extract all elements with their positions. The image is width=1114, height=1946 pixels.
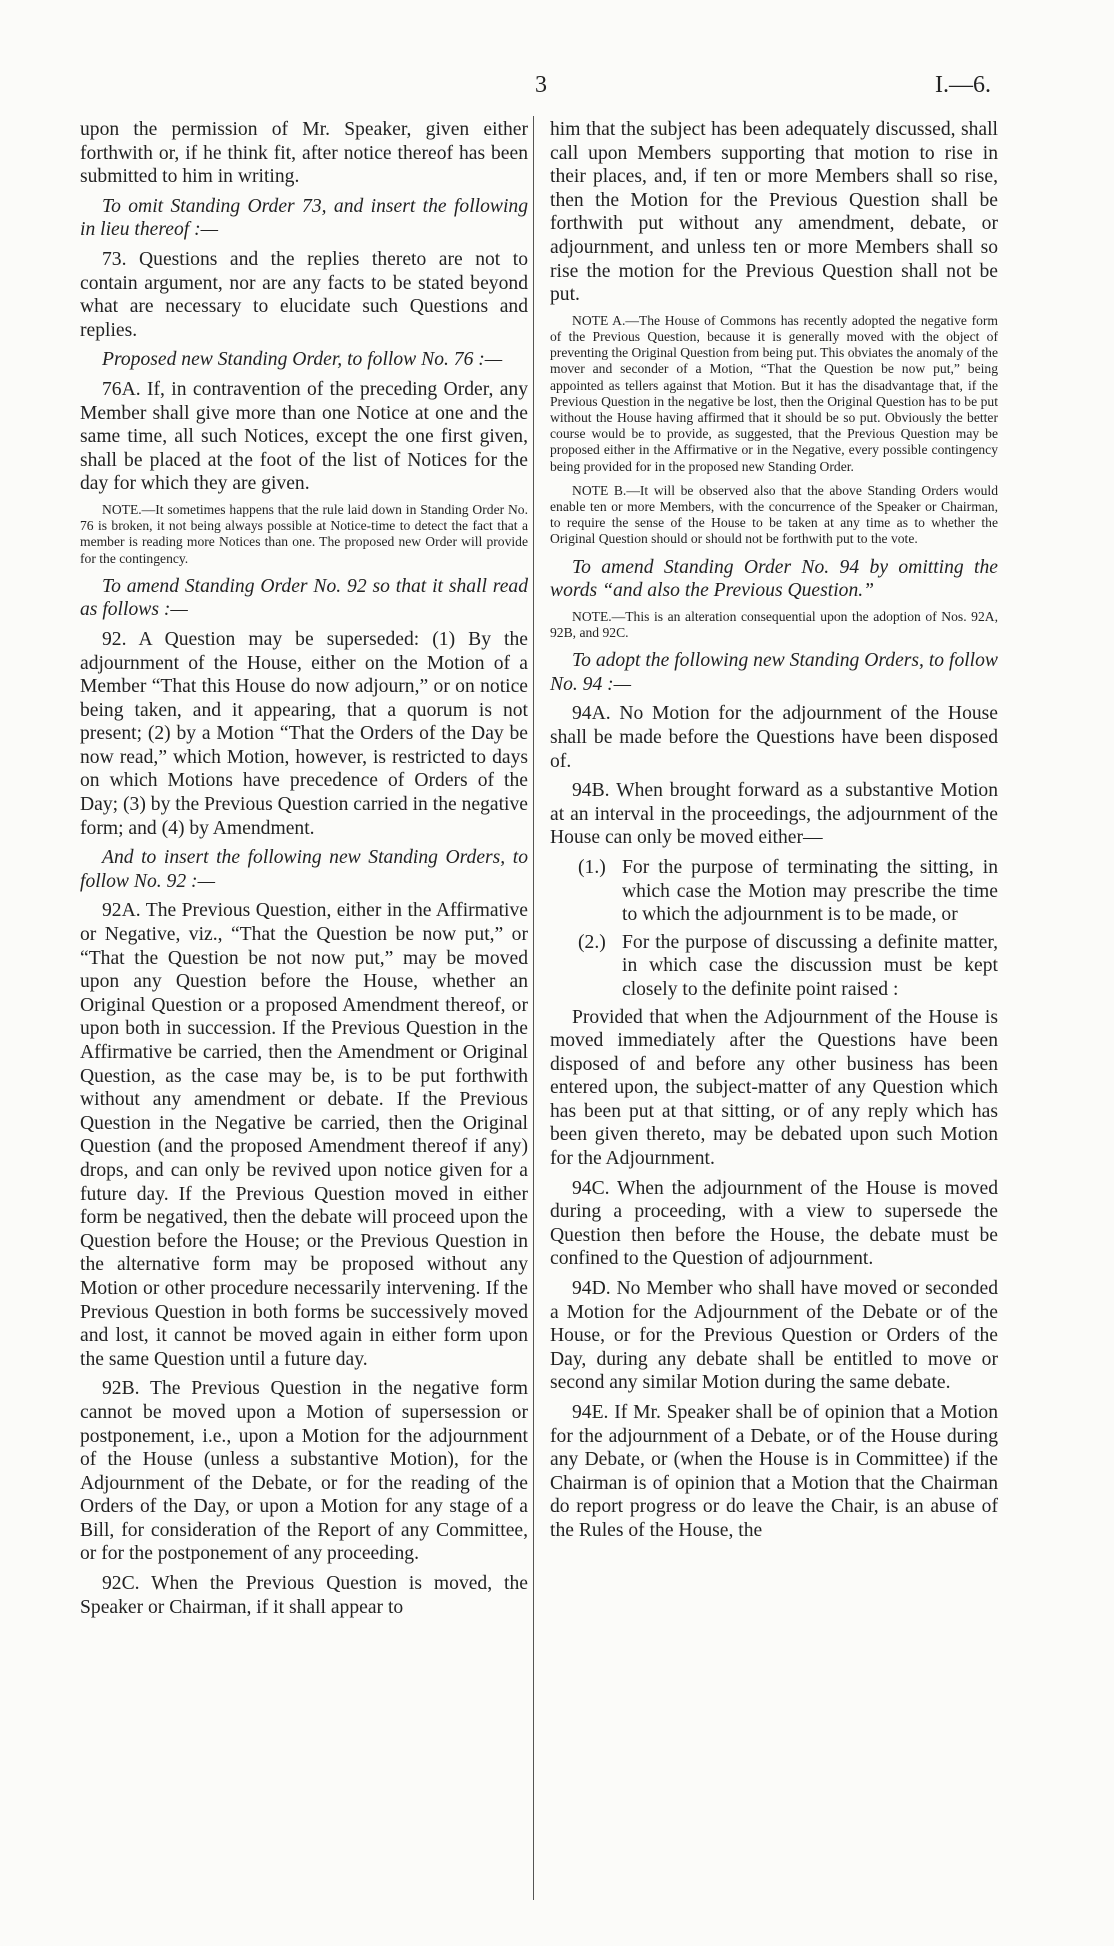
- page-number: 3: [535, 72, 547, 98]
- paper-reference: I.—6.: [935, 72, 991, 98]
- note-b: NOTE B.—It will be observed also that the above Standing Orders would enable ten or more Members, with the concurrence of the Speaker or Chairman, to require the sense of the House to be taken at any time as to whether the Original Question should or should not be forthwith put to the vote.: [550, 482, 998, 547]
- note: NOTE.—It sometimes happens that the rule laid down in Standing Order No. 76 is broken, it not being always possible at Notice-time to detect the fact that a member is reading more Notices than one. The proposed new Order will provide for the contingency.: [80, 501, 528, 566]
- left-column: [80, 118, 528, 1625]
- instruction: To adopt the following new Standing Orders, to follow No. 94 :—: [550, 650, 998, 695]
- standing-order-92a: 92A. The Previous Question, either in the Affirmative or Negative, viz., “That the Question be now put,” or “That the Question be not now put,” may be moved upon any Question before the House, whether an Original Question or a proposed Amendment thereof, or upon both in succession. If the Previous Question in the Affirmative be carried, then the Amendment or Original Question, as the case may be, is to be put forthwith without any amendment or debate. If the Previous Question in the Negative be carried, then the Original Question (and the proposed Amendment thereof if any) drops, and can only be revived upon notice given for a future day. If the Previous Question moved in either form be negatived, then the debate will proceed upon the Question before the House; or the Previous Question in the alternative form may be proposed without any Motion or other procedure necessarily intervening. If the Previous Question in both forms be successively moved and lost, it cannot be moved again in either form upon the same Question until a future day.: [80, 900, 528, 1370]
- list-item: [578, 931, 998, 1002]
- instruction: And to insert the following new Standing Orders, to follow No. 92 :—: [80, 847, 528, 892]
- column-divider: [533, 116, 534, 1900]
- paragraph: him that the subject has been adequately discussed, shall call upon Members supporting that motion to rise in their places, and, if ten or more Members shall so rise, then the Motion for the Previous Question shall be forthwith put without any amendment, debate, or adjournment, and unless ten or more Members shall so rise the motion for the Previous Question shall not be put.: [550, 119, 998, 306]
- standing-order-94a: 94A. No Motion for the adjournment of the House shall be made before the Questions have been disposed of.: [550, 703, 998, 772]
- instruction: To amend Standing Order No. 92 so that it shall read as follows :—: [80, 575, 528, 621]
- instruction: Proposed new Standing Order, to follow No. 76 :—: [102, 349, 503, 371]
- proviso: Provided that when the Adjournment of the House is moved immediately after the Questions have been disposed of and before any other business has been entered upon, the subject-matter of any Question which has been put at that sitting, or of any reply which has been given thereto, may be debated upon such Motion for the Adjournment.: [550, 1006, 998, 1170]
- standing-order-94c: 94C. When the adjournment of the House is moved during a proceeding, with a view to supersede the Question then before the House, the debate must be confined to the Question of adjournment.: [550, 1177, 998, 1270]
- standing-order-92b: 92B. The Previous Question in the negative form cannot be moved upon a Motion of supersession or postponement, i.e., upon a Motion for the adjournment of the House (unless a substantive Motion), for the Adjournment of the Debate, or for the reading of the Orders of the Day, or upon a Motion for any stage of a Bill, for consideration of the Report of any Committee, or for the postponement of any proceeding.: [80, 1378, 528, 1565]
- list-item: [578, 856, 998, 927]
- standing-order-94d: 94D. No Member who shall have moved or seconded a Motion for the Adjournment of the Debate or of the House, or for the Previous Question or Orders of the Day, during any debate shall be entitled to move or second any similar Motion during the same debate.: [550, 1278, 998, 1394]
- standing-order-73: 73. Questions and the replies thereto are not to contain argument, nor are any facts to be stated beyond what are necessary to elucidate such Questions and replies.: [80, 248, 528, 341]
- instruction: To omit Standing Order 73, and insert the following in lieu thereof :—: [80, 195, 528, 241]
- standing-order-94e: 94E. If Mr. Speaker shall be of opinion that a Motion for the adjournment of a Debate, or of the House during any Debate, or (when the House is in Committee) if the Chairman is of opinion that a Motion that the Chairman do report progress or do leave the Chair, is an abuse of the Rules of the House, the: [550, 1402, 998, 1541]
- list-text: For the purpose of discussing a definite matter, in which case the discussion must be kept closely to the definite point raised :: [622, 931, 998, 1000]
- standing-order-94b: 94B. When brought forward as a substantive Motion at an interval in the proceedings, the adjournment of the House can only be moved either—: [550, 780, 998, 849]
- paragraph: upon the permission of Mr. Speaker, given either forthwith or, if he think fit, after notice thereof has been submitted to him in writing.: [80, 119, 528, 188]
- standing-order-92: 92. A Question may be superseded: (1) By the adjournment of the House, either on the Motion of a Member “That this House do now adjourn,” or on notice being taken, and it appearing, that a quorum is not present; (2) by a Motion “That the Orders of the Day be now read,” which Motion, however, is restricted to days on which Motions have precedence of Orders of the Day; (3) by the Previous Question carried in the negative form; and (4) by Amendment.: [80, 628, 528, 839]
- list-number: (1.): [578, 856, 606, 878]
- standing-order-92c: 92C. When the Previous Question is moved, the Speaker or Chairman, if it shall appear to: [80, 1573, 528, 1618]
- list-number: (2.): [578, 931, 606, 953]
- standing-order-76a: 76A. If, in contravention of the preceding Order, any Member shall give more than one Notice at one and the same time, all such Notices, except the one first given, shall be placed at the foot of the list of Notices for the day for which they are given.: [80, 378, 528, 495]
- instruction: To amend Standing Order No. 94 by omitting the words “and also the Previous Question.”: [550, 556, 998, 602]
- list-text: For the purpose of terminating the sitting, in which case the Motion may prescribe the time to which the adjournment is to be made, or: [622, 856, 998, 926]
- note: NOTE.—This is an alteration consequential upon the adoption of Nos. 92A, 92B, and 92C.: [550, 608, 998, 640]
- page-header: [0, 72, 1114, 102]
- right-column: [550, 118, 998, 1549]
- note-a: NOTE A.—The House of Commons has recently adopted the negative form of the Previous Question, because it is generally moved with the object of preventing the Original Question from being put. This obviates the anomaly of the mover and seconder of a Motion, “That the Question be now put,” being appointed as tellers against that Motion. But it has the disadvantage that, if the Previous Question in the negative be lost, then the Original Question has to be put without the House having affirmed that it should be so put. Obviously the better course would be to provide, as suggested, that the Previous Question may be proposed either in the Affirmative or in the Negative, every possible contingency being provided for in the proposed new Standing Order.: [550, 312, 998, 474]
